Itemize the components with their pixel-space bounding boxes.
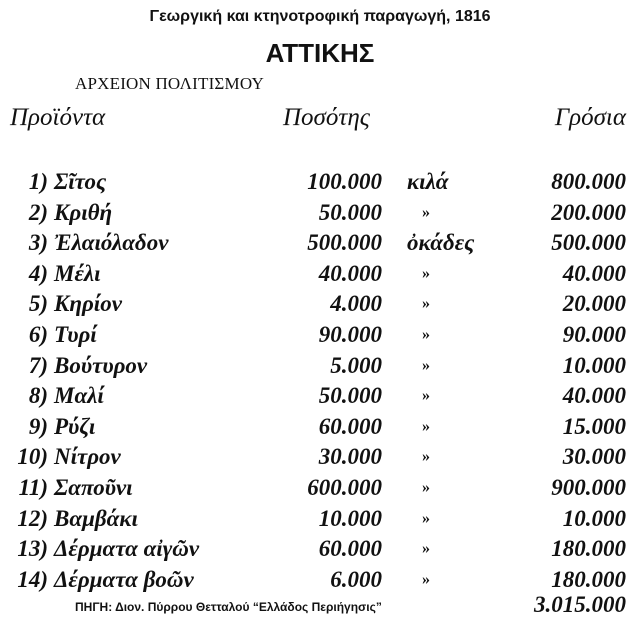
table-row [0,534,640,565]
product-quantity: 100.000 [307,169,382,194]
ditto-mark: » [422,417,430,435]
table-row [0,351,640,382]
product-name: Ρύζι [54,413,96,439]
product-quantity: 6.000 [330,566,382,592]
product-price: 180.000 [551,536,626,562]
ditto-mark: » [422,540,430,558]
row-number: 2) [28,199,48,225]
row-number: 8) [28,383,48,409]
product-quantity: 50.000 [318,199,382,225]
production-table [0,167,640,595]
row-number: 13) [17,536,48,562]
ditto-mark: » [422,509,430,527]
product-name: Κριθή [54,199,113,225]
product-quantity: 60.000 [318,536,382,562]
table-row [0,412,640,443]
archive-caption: ΑΡΧΕΙΟΝ ΠΟΛΙΤΙΣΜΟΥ [75,74,264,93]
table-row [0,320,640,351]
product-quantity: 5.000 [330,352,382,378]
product-quantity: 500.000 [307,230,382,256]
table-row [0,565,640,596]
product-name: Μαλί [54,383,104,409]
product-quantity: 30.000 [318,444,382,470]
table-row [0,381,640,412]
product-price: 90.000 [562,321,626,347]
product-name: Δέρματα αἰγῶν [54,536,200,562]
product-price: 40.000 [562,260,626,286]
product-price: 15.000 [562,413,626,439]
row-number: 10) [17,444,48,470]
product-price: 900.000 [551,474,626,500]
table-row [0,473,640,504]
table-row [0,198,640,229]
ditto-mark: » [422,325,430,343]
product-price: 200.000 [551,199,626,225]
product-price: 20.000 [562,291,626,317]
row-number: 7) [28,352,48,378]
product-name: Ἐλαιόλαδον [54,230,169,256]
header-quantity: Ποσότης [283,104,370,131]
row-number: 6) [28,321,48,347]
total-price: 3.015.000 [534,592,626,617]
row-number: 5) [28,291,48,317]
product-quantity: 60.000 [318,413,382,439]
product-name: Τυρί [54,321,97,347]
product-name: Σαποῦνι [54,474,133,500]
table-row [0,442,640,473]
quantity-unit: ὀκάδες [407,230,475,256]
product-quantity: 40.000 [318,260,382,286]
product-name: Δέρματα βοῶν [54,566,194,592]
product-quantity: 50.000 [318,383,382,409]
region-heading: ΑΤΤΙΚΗΣ [265,38,375,68]
product-price: 800.000 [551,169,626,194]
row-number: 9) [28,413,48,439]
ditto-mark: » [422,264,430,282]
product-name: Σῖτος [54,169,107,194]
ditto-mark: » [422,478,430,496]
table-row [0,259,640,290]
row-number: 1) [28,169,48,194]
product-price: 500.000 [551,230,626,256]
table-row [0,167,640,198]
document-title: Γεωργική και κτηνοτροφική παραγωγή, 1816 [149,8,491,25]
table-row [0,228,640,259]
product-price: 40.000 [562,383,626,409]
ditto-mark: » [422,387,430,405]
row-number: 11) [18,474,48,500]
product-price: 180.000 [551,566,626,592]
row-number: 14) [17,566,48,592]
product-quantity: 4.000 [330,291,382,317]
product-quantity: 600.000 [307,474,382,500]
product-name: Κηρίον [54,291,122,317]
table-row [0,504,640,535]
header-products: Προϊόντα [10,104,106,131]
product-price: 10.000 [562,505,626,531]
quantity-unit: κιλά [407,169,449,194]
ditto-mark: » [422,356,430,374]
header-price: Γρόσια [554,104,626,131]
ditto-mark: » [422,295,430,313]
product-price: 10.000 [562,352,626,378]
product-name: Νίτρον [54,444,121,470]
product-quantity: 10.000 [318,505,382,531]
row-number: 4) [28,260,48,286]
table-row [0,289,640,320]
ditto-mark: » [422,448,430,466]
source-note: ΠΗΓΗ: Διον. Πύρρου Θετταλού “Ελλάδος Περιήγησις” [75,600,382,614]
ditto-mark: » [422,570,430,588]
product-name: Βούτυρον [54,352,148,378]
product-price: 30.000 [562,444,626,470]
ditto-mark: » [422,203,430,221]
product-name: Μέλι [54,260,101,286]
row-number: 3) [28,230,48,256]
product-name: Βαμβάκι [54,505,138,531]
product-quantity: 90.000 [318,321,382,347]
row-number: 12) [17,505,48,531]
